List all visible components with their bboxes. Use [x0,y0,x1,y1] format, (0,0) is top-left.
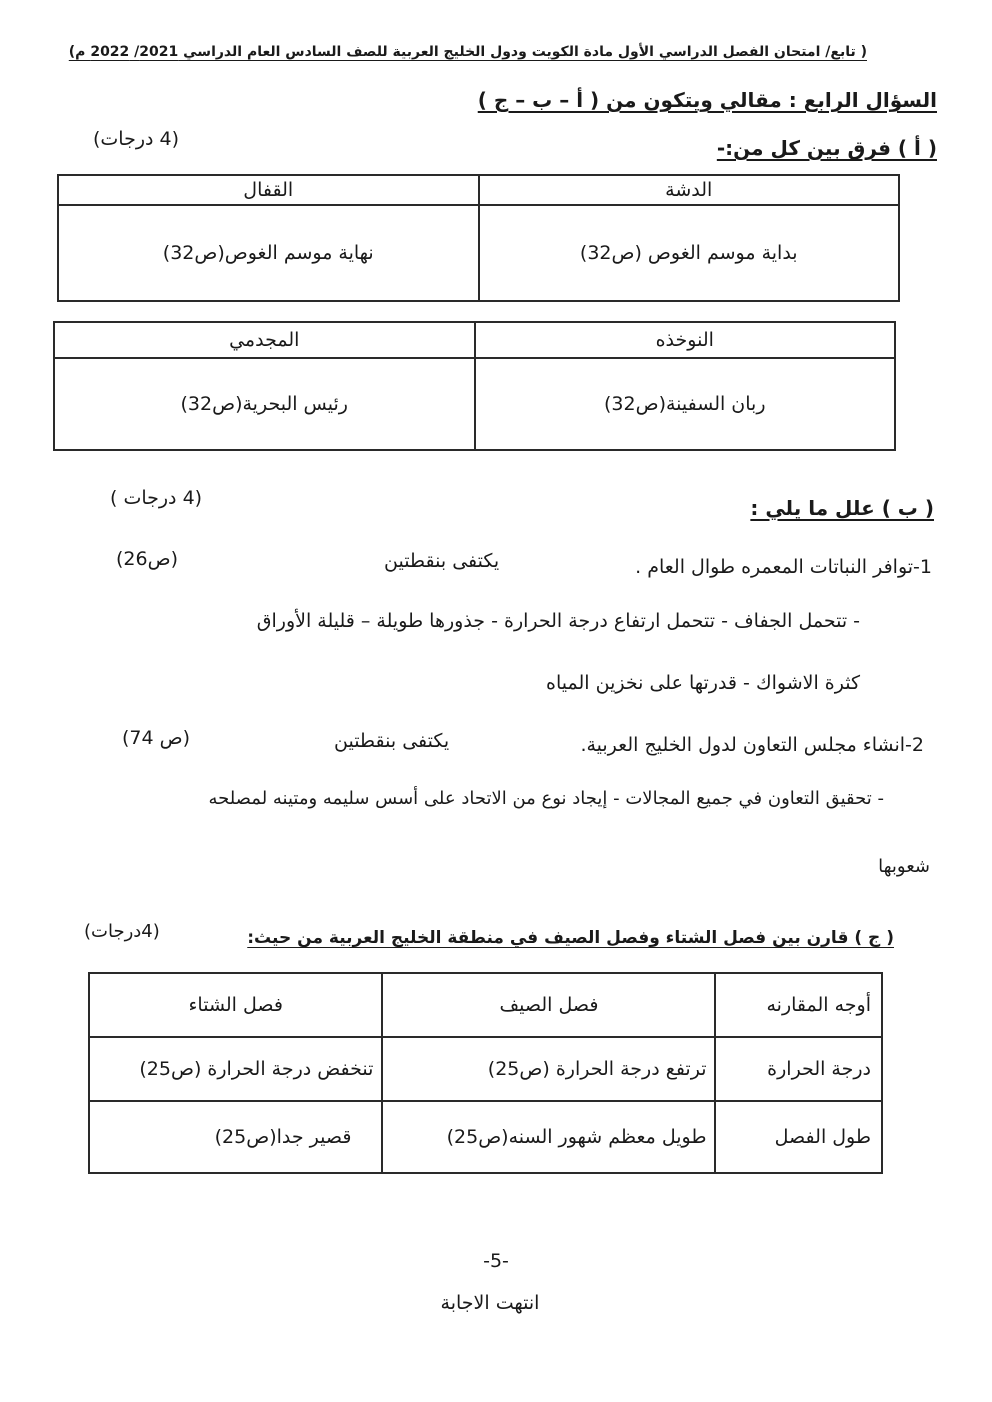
comparison-row-temp-aspect: درجة الحرارة [715,1037,882,1101]
part-b-item-2-note: يكتفى بنقطتين [334,730,450,752]
page-header: ( تابع/ امتحان الفصل الدراسي الأول مادة الكويت ودول الخليج العربية للصف السادس العام الدراسي 2021/ 2022 م) [68,44,867,60]
page-number: -5- [483,1250,509,1272]
comparison-header-summer: فصل الصيف [382,973,715,1037]
part-b-item-2-question: 2-انشاء مجلس التعاون لدول الخليج العربية. [580,734,924,756]
part-b-item-2-answer-1: - تحقيق التعاون في جميع المجالات - إيجاد نوع من الاتحاد على أسس سليمه ومتينه لمصلحه [208,788,884,809]
part-b-item-2-ref: (ص 74) [122,727,191,749]
table1-value-right: بداية موسم الغوص (ص32) [479,205,900,301]
part-b-item-1-note: يكتفى بنقطتين [384,550,500,572]
table2-header-right: النوخذه [475,322,896,358]
comparison-row-temp-winter: تنخفض درجة الحرارة (ص25) [89,1037,382,1101]
table2-value-right: ربان السفينة(ص32) [475,358,896,450]
table2-value-left: رئيس البحرية(ص32) [54,358,475,450]
table1-header-right: الدشة [479,175,900,205]
comparison-row-length-aspect: طول الفصل [715,1101,882,1173]
part-c-heading: ( ج ) قارن بين فصل الشتاء وفصل الصيف في منطقة الخليج العربية من حيث: [247,928,894,948]
part-a-table-2 [53,321,896,451]
part-b-heading: ( ب ) علل ما يلي : [750,496,934,520]
part-b-marks: (4 درجات ) [110,487,203,509]
comparison-header-winter: فصل الشتاء [89,973,382,1037]
comparison-header-aspect: أوجه المقارنه [715,973,882,1037]
part-a-heading: ( أ ) فرق بين كل من:- [716,136,937,160]
question-4-title: السؤال الرابع : مقالي ويتكون من ( أ – ب – ج ) [477,88,937,112]
part-c-marks: (4درجات) [84,921,160,942]
table1-value-left: نهاية موسم الغوص(ص32) [58,205,479,301]
part-b-item-1-ref: (ص26) [116,548,178,570]
part-b-item-1-question: 1-توافر النباتات المعمره طوال العام . [635,556,932,578]
part-a-marks: (4 درجات) [93,128,180,150]
part-b-item-1-answer-1: - تتحمل الجفاف - تتحمل ارتفاع درجة الحرارة - جذورها طويلة – قليلة الأوراق [256,610,860,632]
table1-header-left: القفال [58,175,479,205]
part-a-table-1 [57,174,900,302]
comparison-row-length-winter: قصير جدا(ص25) [89,1101,382,1173]
part-b-item-1-answer-2: كثرة الاشواك - قدرتها على نخزين المياه [546,672,860,694]
table2-header-left: المجدمي [54,322,475,358]
comparison-row-temp-summer: ترتفع درجة الحرارة (ص25) [382,1037,715,1101]
end-of-answers: انتهت الاجابة [440,1292,540,1314]
part-b-item-2-answer-2: شعوبها [878,856,930,877]
comparison-row-length-summer: طويل معظم شهور السنه(ص25) [382,1101,715,1173]
part-c-comparison-table [88,972,883,1174]
